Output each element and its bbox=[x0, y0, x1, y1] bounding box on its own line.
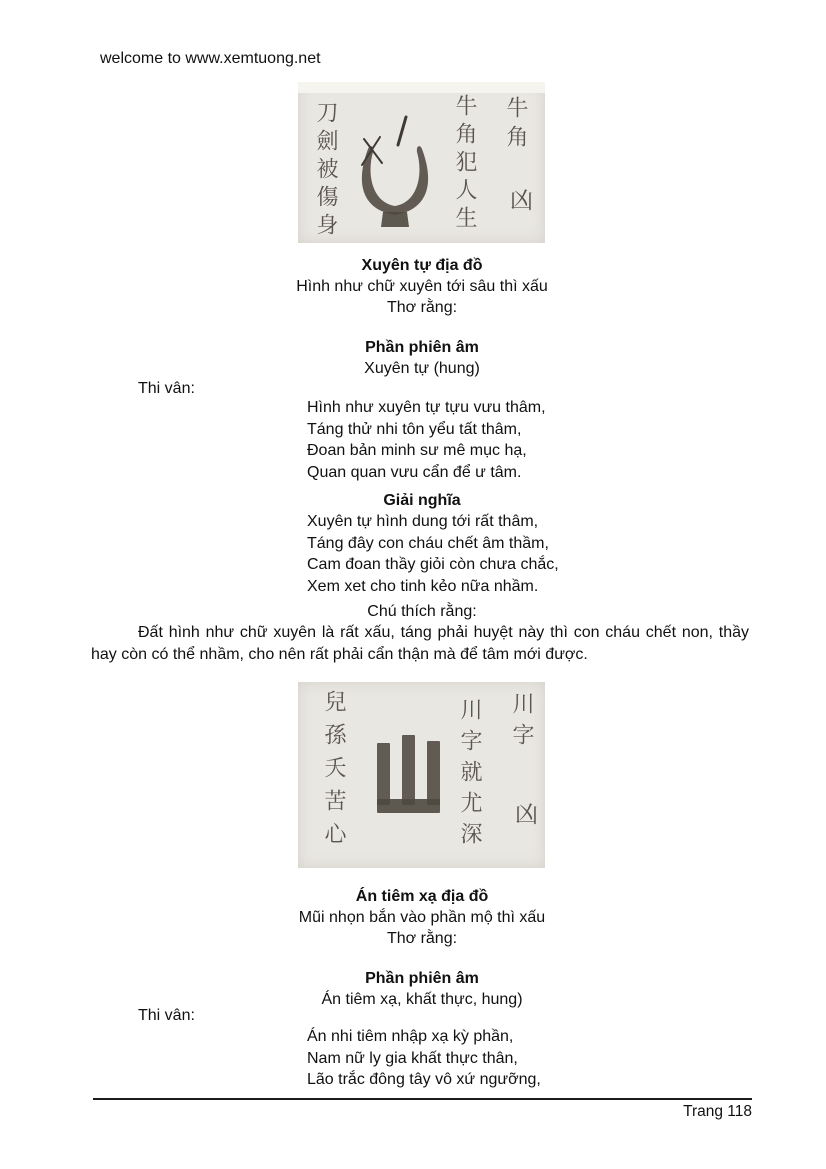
poem-line: Nam nữ ly gia khất thực thân, bbox=[307, 1049, 518, 1067]
section1-thi-van-label: Thi vân: bbox=[138, 380, 195, 397]
site-banner-text: welcome to www.xemtuong.net bbox=[100, 50, 321, 67]
scan2-left-column: 兒孫夭苦心 bbox=[322, 690, 347, 855]
section1-giai-nghia bbox=[307, 511, 559, 597]
giai-nghia-line: Xuyên tự hình dung tới rất thâm, bbox=[307, 513, 539, 530]
poem-line: Quan quan vưu cẩn để ư tâm. bbox=[307, 463, 522, 481]
scan-light-strip bbox=[298, 82, 545, 93]
spacer bbox=[92, 949, 752, 968]
section1-giai-nghia-heading: Giải nghĩa bbox=[383, 492, 461, 509]
section1-subtitle: Hình như chữ xuyên tới sâu thì xấu bbox=[296, 278, 548, 295]
section1-title: Xuyên tự địa đồ bbox=[361, 257, 483, 274]
scan2-xiong-mark: 凶 bbox=[515, 801, 538, 827]
section2-thi-van-label: Thi vân: bbox=[138, 1007, 195, 1024]
scan2-right-column: 川字 bbox=[510, 692, 535, 754]
poem-line: Táng thử nhi tôn yểu tất thâm, bbox=[307, 420, 522, 438]
footer-divider bbox=[93, 1098, 752, 1100]
giai-nghia-line: Xem xet cho tinh kẻo nữa nhầm. bbox=[307, 577, 539, 595]
section1-poem bbox=[307, 397, 546, 483]
chuan-shape-glyph bbox=[374, 733, 444, 817]
ox-horns-glyph bbox=[352, 115, 438, 229]
scan1-right-column: 牛角 bbox=[504, 96, 529, 154]
section1-chu-thich-paragraph: Đất hình như chữ xuyên là rất xấu, táng phải huyệt này thì con cháu chết non, thầy hay còn có thể nhầm, cho nên rất phải cẩn thận mà để tâm mới được. bbox=[91, 624, 749, 663]
poem-line: Lão trắc đông tây vô xứ ngưỡng, bbox=[307, 1071, 541, 1088]
scan-figure-xuyen bbox=[298, 82, 545, 243]
section2-heading-block bbox=[92, 886, 752, 1010]
section1-heading-block bbox=[92, 255, 752, 379]
scan2-middle-column: 川字就尤深 bbox=[458, 698, 483, 853]
page-number: Trang 118 bbox=[683, 1103, 752, 1120]
section2-tho-rang: Thơ rằng: bbox=[386, 930, 458, 947]
spacer bbox=[92, 318, 752, 337]
scan1-left-column: 刀劍被傷身 bbox=[314, 101, 339, 241]
poem-line: Đoan bản minh sư mê mục hạ, bbox=[307, 442, 527, 459]
section1-phien-am-value: Xuyên tự (hung) bbox=[364, 360, 480, 377]
section2-poem bbox=[307, 1026, 541, 1091]
section2-phien-am-heading: Phần phiên âm bbox=[365, 970, 479, 987]
giai-nghia-line: Táng đây con cháu chết âm thầm, bbox=[307, 534, 549, 552]
section2-phien-am-value: Án tiêm xạ, khất thực, hung) bbox=[321, 991, 523, 1008]
scan1-xiong-mark: 凶 bbox=[510, 187, 533, 213]
section2-title: Án tiêm xạ địa đồ bbox=[355, 888, 489, 905]
poem-line: Án nhi tiêm nhập xạ kỳ phần, bbox=[307, 1028, 514, 1045]
giai-nghia-line: Cam đoan thầy giỏi còn chưa chắc, bbox=[307, 556, 559, 573]
section1-tho-rang: Thơ rằng: bbox=[386, 299, 458, 316]
section1-phien-am-heading: Phần phiên âm bbox=[365, 339, 479, 356]
scan-figure-an-tiem-xa bbox=[298, 682, 545, 868]
scan1-middle-column: 牛角犯人生 bbox=[453, 94, 478, 234]
section2-subtitle: Mũi nhọn bắn vào phần mộ thì xấu bbox=[298, 909, 546, 926]
section1-chu-thich-heading: Chú thích rằng: bbox=[367, 603, 477, 620]
poem-line: Hình như xuyên tự tựu vưu thâm, bbox=[307, 399, 546, 416]
